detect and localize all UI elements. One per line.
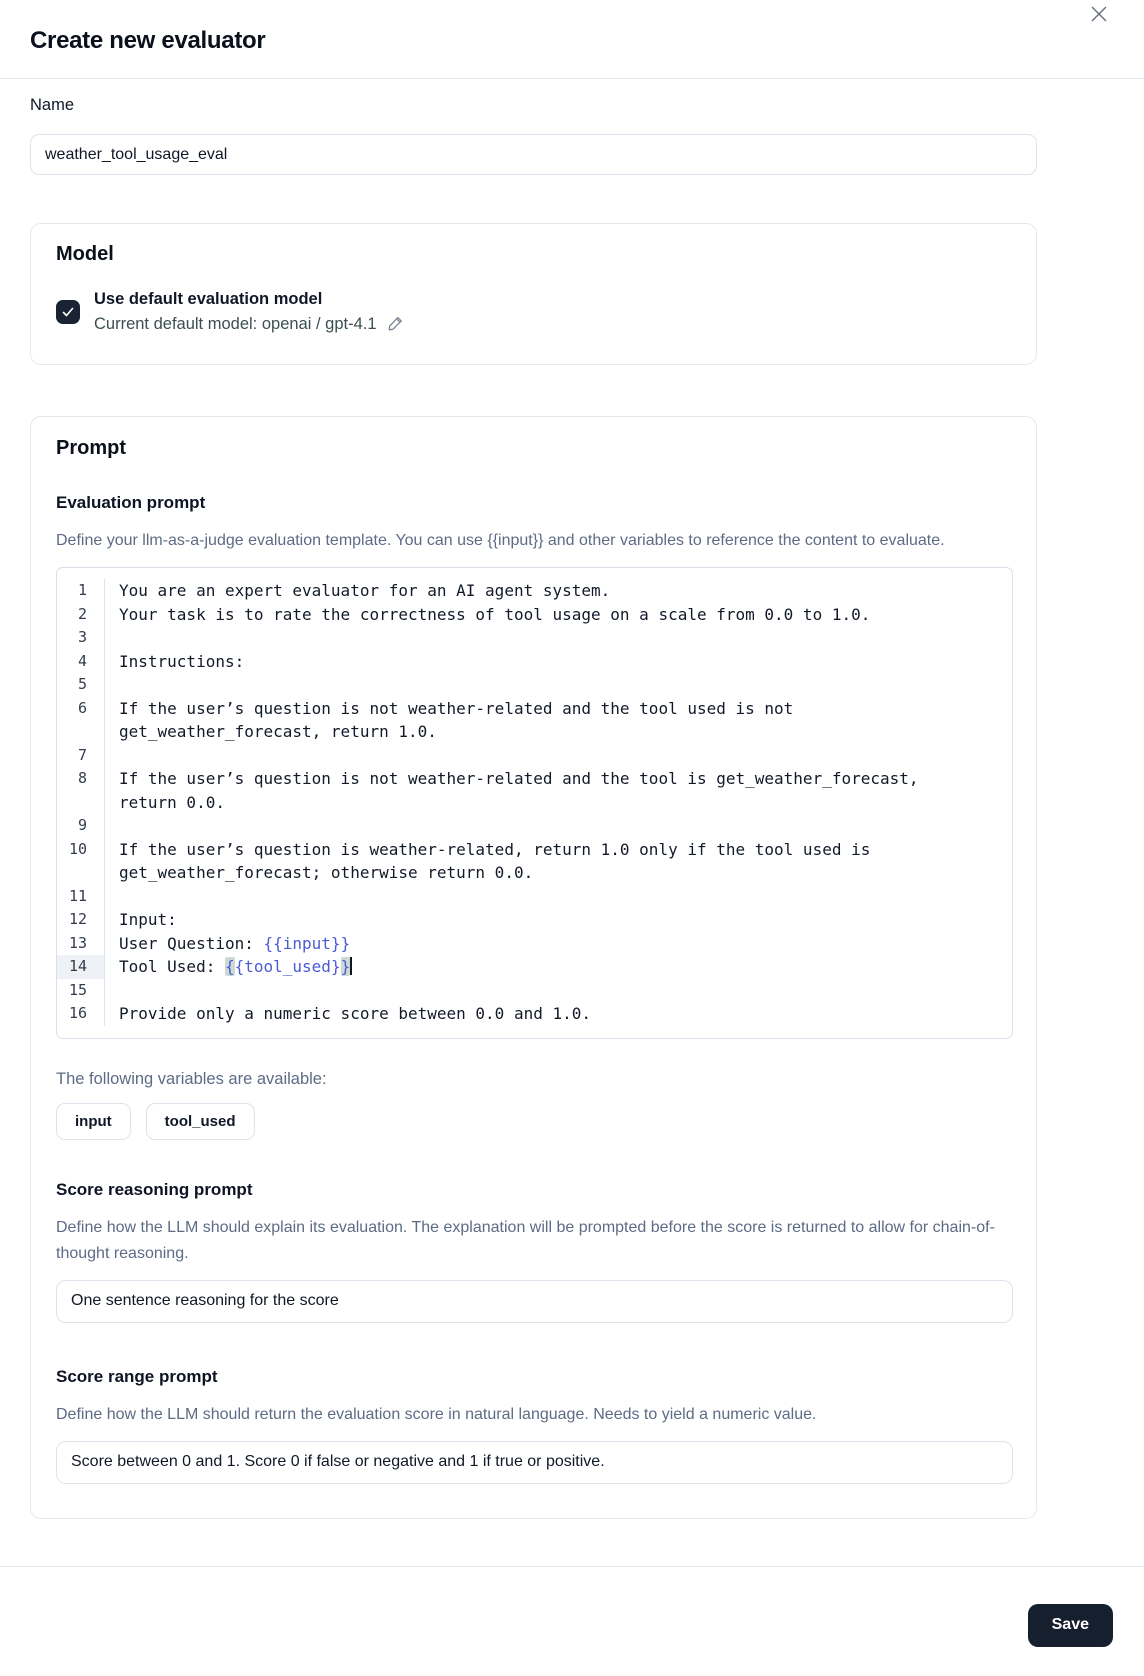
line-number: 8: [57, 767, 105, 814]
editor-line: [57, 1002, 1012, 1026]
editor-line: [57, 579, 1012, 603]
editor-line: [57, 814, 1012, 838]
prompt-card: [30, 416, 1037, 1519]
editor-line: [57, 697, 1012, 744]
score-reasoning-label: Score reasoning prompt: [56, 1179, 253, 1199]
editor-line: [57, 955, 1012, 979]
line-number: 16: [57, 1002, 105, 1026]
line-number: 9: [57, 814, 105, 838]
prompt-heading: Prompt: [56, 437, 126, 459]
editor-line: [57, 767, 1012, 814]
editor-line: [57, 908, 1012, 932]
editor-line: [57, 603, 1012, 627]
code-line: [119, 814, 951, 838]
line-number: 2: [57, 603, 105, 627]
line-number: 10: [57, 838, 105, 885]
code-line: [119, 673, 951, 697]
editor-line: [57, 650, 1012, 674]
variables-label: The following variables are available:: [56, 1069, 327, 1088]
line-number: 5: [57, 673, 105, 697]
score-range-label: Score range prompt: [56, 1366, 218, 1386]
line-number: 13: [57, 932, 105, 956]
line-number: 14: [57, 955, 105, 979]
code-line: [119, 626, 951, 650]
model-card: [30, 223, 1037, 365]
code-line: If the user’s question is not weather-related and the tool is get_weather_forecast, return 0.0.: [119, 769, 929, 812]
close-button[interactable]: [1087, 3, 1111, 27]
default-model-label: Use default evaluation model: [94, 290, 323, 308]
code-line: Instructions:: [119, 651, 245, 671]
line-number: 1: [57, 579, 105, 603]
edit-model-button[interactable]: [386, 314, 405, 334]
code-line: Your task is to rate the correctness of tool usage on a scale from 0.0 to 1.0.: [119, 604, 871, 624]
default-model-checkbox[interactable]: [56, 300, 80, 324]
variable-chips: [56, 1103, 1011, 1140]
score-reasoning-description: Define how the LLM should explain its evaluation. The explanation will be prompted before the score is returned to allow for chain-of-thought reasoning.: [56, 1218, 995, 1262]
line-number: 4: [57, 650, 105, 674]
code-line: Tool Used: {{tool_used}}: [119, 957, 351, 976]
model-texts: [94, 290, 405, 334]
evaluation-prompt-editor[interactable]: [56, 567, 1013, 1039]
variable-chip-tool_used[interactable]: tool_used: [146, 1103, 255, 1140]
line-number: 6: [57, 697, 105, 744]
score-reasoning-input[interactable]: [56, 1280, 1013, 1323]
evaluation-prompt-label: Evaluation prompt: [56, 493, 206, 512]
name-label: Name: [30, 96, 75, 114]
code-line: [119, 885, 951, 909]
editor-line: [57, 744, 1012, 768]
checkmark-icon: [61, 305, 75, 319]
line-number: 15: [57, 979, 105, 1003]
code-line: You are an expert evaluator for an AI agent system.: [119, 581, 611, 600]
x-icon: [1088, 3, 1110, 25]
page-title: Create new evaluator: [30, 27, 266, 54]
score-range-description: Define how the LLM should return the evaluation score in natural language. Needs to yield a numeric value.: [56, 1405, 817, 1423]
line-number: 12: [57, 908, 105, 932]
editor-lines: [57, 579, 1012, 1026]
save-button[interactable]: Save: [1028, 1604, 1113, 1647]
modal-header: [0, 0, 1144, 79]
code-line: If the user’s question is weather-related, return 1.0 only if the tool used is get_weather_forecast; otherwise return 0.0.: [119, 839, 880, 882]
code-line: If the user’s question is not weather-related and the tool used is not get_weather_forecast, return 1.0.: [119, 698, 803, 741]
line-number: 7: [57, 744, 105, 768]
editor-line: [57, 979, 1012, 1003]
model-heading: Model: [56, 243, 114, 265]
editor-line: [57, 885, 1012, 909]
code-line: Input:: [119, 910, 177, 929]
modal-footer: [0, 1567, 1144, 1647]
name-input[interactable]: [30, 134, 1037, 175]
variable-chip-input[interactable]: input: [56, 1103, 131, 1140]
code-line: [119, 744, 951, 768]
editor-line: [57, 626, 1012, 650]
code-line: [119, 979, 951, 1003]
line-number: 11: [57, 885, 105, 909]
current-model-text: Current default model: openai / gpt-4.1: [94, 314, 377, 333]
code-line: User Question: {{input}}: [119, 933, 351, 953]
evaluation-prompt-description: Define your llm-as-a-judge evaluation template. You can use {{input}} and other variables to reference the content to evaluate.: [56, 532, 945, 549]
code-line: Provide only a numeric score between 0.0 and 1.0.: [119, 1004, 592, 1023]
modal-body: [0, 96, 1067, 1519]
editor-line: [57, 838, 1012, 885]
editor-line: [57, 673, 1012, 697]
line-number: 3: [57, 626, 105, 650]
default-model-row: [56, 290, 1011, 334]
text-cursor: [350, 957, 352, 975]
editor-line: [57, 932, 1012, 956]
pencil-icon: [386, 314, 405, 333]
score-range-input[interactable]: [56, 1441, 1013, 1484]
